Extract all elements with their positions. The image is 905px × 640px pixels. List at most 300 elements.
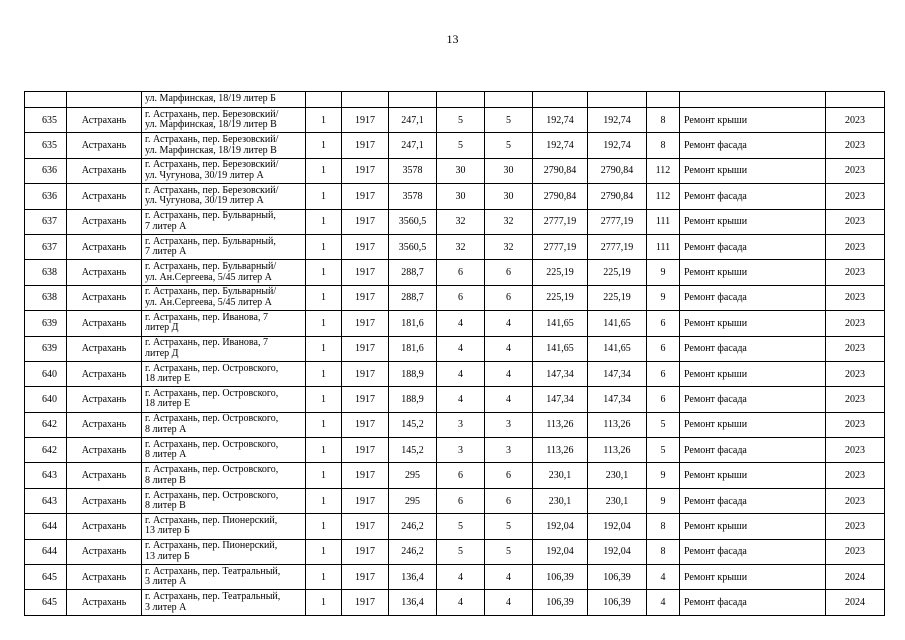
city-cell: Астрахань [67, 158, 142, 183]
plan-year-cell: 2023 [826, 438, 885, 463]
table-row [25, 514, 885, 539]
floors-cell: 1 [306, 336, 342, 361]
table-cell [647, 92, 680, 108]
year-cell: 1917 [342, 234, 389, 259]
value-cell: 4 [485, 565, 533, 590]
city-cell: Астрахань [67, 387, 142, 412]
address-line: г. Астрахань, пер. Островского, [145, 362, 279, 374]
plan-year-cell: 2023 [826, 336, 885, 361]
city-cell: Астрахань [67, 209, 142, 234]
row-number-cell: 640 [25, 387, 67, 412]
table-row [25, 336, 885, 361]
work-type-cell: Ремонт крыши [680, 361, 826, 386]
plan-year-cell: 2023 [826, 260, 885, 285]
value-cell: 230,1 [533, 463, 588, 488]
value-cell: 3 [437, 412, 485, 437]
work-type-cell: Ремонт фасада [680, 234, 826, 259]
row-number-cell: 637 [25, 234, 67, 259]
value-cell: 2790,84 [533, 184, 588, 209]
value-cell: 30 [485, 184, 533, 209]
table-row [25, 108, 885, 133]
row-number-cell: 639 [25, 311, 67, 336]
plan-year-cell: 2023 [826, 539, 885, 564]
value-cell: 230,1 [533, 488, 588, 513]
value-cell: 5 [647, 412, 680, 437]
row-number-cell: 645 [25, 590, 67, 615]
address-line: 7 литер А [145, 246, 187, 258]
value-cell: 6 [437, 463, 485, 488]
floors-cell: 1 [306, 539, 342, 564]
value-cell: 141,65 [533, 311, 588, 336]
value-cell: 147,34 [588, 361, 647, 386]
city-cell: Астрахань [67, 361, 142, 386]
address-line: 8 литер В [145, 500, 186, 512]
city-cell: Астрахань [67, 565, 142, 590]
value-cell: 5 [485, 514, 533, 539]
table-cell [306, 92, 342, 108]
table-row [25, 260, 885, 285]
value-cell: 141,65 [588, 311, 647, 336]
year-cell: 1917 [342, 184, 389, 209]
floors-cell: 1 [306, 488, 342, 513]
area-cell: 3560,5 [389, 209, 437, 234]
table-row [25, 387, 885, 412]
value-cell: 106,39 [588, 565, 647, 590]
work-type-cell: Ремонт крыши [680, 108, 826, 133]
value-cell: 3 [485, 438, 533, 463]
floors-cell: 1 [306, 387, 342, 412]
floors-cell: 1 [306, 361, 342, 386]
area-cell: 188,9 [389, 361, 437, 386]
address-line: ул. Ан.Сергеева, 5/45 литер А [145, 296, 272, 308]
address-cell [142, 234, 306, 259]
year-cell: 1917 [342, 361, 389, 386]
value-cell: 30 [437, 184, 485, 209]
value-cell: 106,39 [588, 590, 647, 615]
value-cell: 5 [437, 539, 485, 564]
value-cell: 32 [485, 234, 533, 259]
table-cell [485, 92, 533, 108]
year-cell: 1917 [342, 412, 389, 437]
floors-cell: 1 [306, 184, 342, 209]
address-line: 18 литер Е [145, 398, 191, 410]
work-type-cell: Ремонт крыши [680, 260, 826, 285]
row-number-cell: 643 [25, 488, 67, 513]
value-cell: 192,04 [533, 539, 588, 564]
value-cell: 8 [647, 133, 680, 158]
year-cell: 1917 [342, 108, 389, 133]
address-line: г. Астрахань, пер. Островского, [145, 387, 279, 399]
address-line: г. Астрахань, пер. Бульварный/ [145, 261, 277, 273]
value-cell: 4 [437, 565, 485, 590]
value-cell: 4 [485, 590, 533, 615]
address-line: г. Астрахань, пер. Березовский/ [145, 159, 279, 171]
value-cell: 4 [437, 590, 485, 615]
area-cell: 288,7 [389, 260, 437, 285]
address-line: литер Д [145, 322, 179, 334]
value-cell: 5 [437, 108, 485, 133]
year-cell: 1917 [342, 133, 389, 158]
value-cell: 2777,19 [533, 209, 588, 234]
floors-cell: 1 [306, 412, 342, 437]
address-cell [142, 133, 306, 158]
year-cell: 1917 [342, 463, 389, 488]
row-number-cell: 638 [25, 285, 67, 310]
address-line: 13 литер Б [145, 550, 190, 562]
value-cell: 9 [647, 488, 680, 513]
table-row [25, 463, 885, 488]
row-number-cell: 636 [25, 184, 67, 209]
value-cell: 4 [485, 387, 533, 412]
city-cell: Астрахань [67, 260, 142, 285]
plan-year-cell: 2023 [826, 234, 885, 259]
row-number-cell: 645 [25, 565, 67, 590]
value-cell: 147,34 [533, 387, 588, 412]
work-type-cell: Ремонт фасада [680, 133, 826, 158]
table-cell [25, 92, 67, 108]
city-cell: Астрахань [67, 336, 142, 361]
plan-year-cell: 2023 [826, 514, 885, 539]
floors-cell: 1 [306, 590, 342, 615]
address-cell [142, 539, 306, 564]
table-cell [389, 92, 437, 108]
address-line: г. Астрахань, пер. Березовский/ [145, 184, 279, 196]
row-number-cell: 642 [25, 412, 67, 437]
city-cell: Астрахань [67, 590, 142, 615]
city-cell: Астрахань [67, 488, 142, 513]
work-type-cell: Ремонт фасада [680, 438, 826, 463]
value-cell: 4 [485, 311, 533, 336]
address-line: г. Астрахань, пер. Островского, [145, 489, 279, 501]
value-cell: 2790,84 [588, 158, 647, 183]
table-cell [826, 92, 885, 108]
city-cell: Астрахань [67, 514, 142, 539]
address-line: г. Астрахань, пер. Островского, [145, 438, 279, 450]
value-cell: 111 [647, 209, 680, 234]
table-row [25, 412, 885, 437]
value-cell: 4 [437, 387, 485, 412]
table-row [25, 234, 885, 259]
value-cell: 106,39 [533, 565, 588, 590]
area-cell: 136,4 [389, 565, 437, 590]
value-cell: 5 [437, 133, 485, 158]
table-row [25, 539, 885, 564]
address-cell [142, 514, 306, 539]
city-cell: Астрахань [67, 438, 142, 463]
address-cell [142, 285, 306, 310]
value-cell: 113,26 [588, 412, 647, 437]
plan-year-cell: 2023 [826, 412, 885, 437]
area-cell: 3578 [389, 184, 437, 209]
value-cell: 2790,84 [588, 184, 647, 209]
value-cell: 225,19 [533, 260, 588, 285]
value-cell: 192,74 [588, 133, 647, 158]
address-line: г. Астрахань, пер. Бульварный, [145, 210, 276, 222]
address-line: ул. Марфинская, 18/19 литер В [145, 119, 277, 131]
city-cell: Астрахань [67, 311, 142, 336]
value-cell: 113,26 [533, 412, 588, 437]
value-cell: 30 [437, 158, 485, 183]
address-line: 8 литер А [145, 423, 187, 435]
row-number-cell: 639 [25, 336, 67, 361]
value-cell: 192,74 [533, 108, 588, 133]
address-line: 7 литер А [145, 220, 187, 232]
value-cell: 225,19 [588, 260, 647, 285]
floors-cell: 1 [306, 260, 342, 285]
work-type-cell: Ремонт фасада [680, 590, 826, 615]
table-row [25, 92, 885, 108]
floors-cell: 1 [306, 565, 342, 590]
plan-year-cell: 2023 [826, 133, 885, 158]
area-cell: 247,1 [389, 108, 437, 133]
value-cell: 6 [485, 463, 533, 488]
table-cell [67, 92, 142, 108]
row-number-cell: 644 [25, 539, 67, 564]
address-cell [142, 412, 306, 437]
value-cell: 2777,19 [588, 209, 647, 234]
value-cell: 3 [485, 412, 533, 437]
floors-cell: 1 [306, 108, 342, 133]
table-row [25, 488, 885, 513]
floors-cell: 1 [306, 438, 342, 463]
city-cell: Астрахань [67, 108, 142, 133]
address-line: г. Астрахань, пер. Бульварный, [145, 235, 276, 247]
value-cell: 32 [485, 209, 533, 234]
value-cell: 9 [647, 285, 680, 310]
value-cell: 113,26 [588, 438, 647, 463]
table-row [25, 565, 885, 590]
address-line: г. Астрахань, пер. Пионерский, [145, 540, 278, 552]
value-cell: 113,26 [533, 438, 588, 463]
work-type-cell: Ремонт крыши [680, 311, 826, 336]
address-line: 13 литер Б [145, 525, 190, 537]
value-cell: 4 [437, 361, 485, 386]
row-number-cell: 635 [25, 133, 67, 158]
value-cell: 192,74 [588, 108, 647, 133]
address-line: 8 литер В [145, 474, 186, 486]
table-row [25, 158, 885, 183]
value-cell: 192,04 [588, 539, 647, 564]
address-line: 18 литер Е [145, 373, 191, 385]
value-cell: 4 [485, 336, 533, 361]
year-cell: 1917 [342, 209, 389, 234]
table-cell [437, 92, 485, 108]
row-number-cell: 638 [25, 260, 67, 285]
area-cell: 145,2 [389, 438, 437, 463]
value-cell: 5 [647, 438, 680, 463]
value-cell: 4 [647, 565, 680, 590]
address-cell [142, 361, 306, 386]
address-line: г. Астрахань, пер. Пионерский, [145, 514, 278, 526]
year-cell: 1917 [342, 488, 389, 513]
work-type-cell: Ремонт крыши [680, 158, 826, 183]
floors-cell: 1 [306, 209, 342, 234]
address-cell [142, 463, 306, 488]
plan-year-cell: 2024 [826, 565, 885, 590]
table-row [25, 590, 885, 615]
work-type-cell: Ремонт фасада [680, 184, 826, 209]
address-cell [142, 590, 306, 615]
value-cell: 6 [437, 488, 485, 513]
plan-year-cell: 2023 [826, 311, 885, 336]
value-cell: 111 [647, 234, 680, 259]
address-cell [142, 108, 306, 133]
value-cell: 8 [647, 539, 680, 564]
value-cell: 6 [647, 336, 680, 361]
address-cell [142, 260, 306, 285]
value-cell: 192,04 [533, 514, 588, 539]
value-cell: 30 [485, 158, 533, 183]
value-cell: 4 [485, 361, 533, 386]
plan-year-cell: 2023 [826, 158, 885, 183]
year-cell: 1917 [342, 539, 389, 564]
floors-cell: 1 [306, 133, 342, 158]
city-cell: Астрахань [67, 463, 142, 488]
row-number-cell: 644 [25, 514, 67, 539]
address-line: ул. Чугунова, 30/19 литер А [145, 195, 264, 207]
value-cell: 147,34 [533, 361, 588, 386]
value-cell: 2777,19 [533, 234, 588, 259]
row-number-cell: 635 [25, 108, 67, 133]
value-cell: 9 [647, 463, 680, 488]
value-cell: 6 [485, 285, 533, 310]
area-cell: 188,9 [389, 387, 437, 412]
table-cell [342, 92, 389, 108]
table-row [25, 209, 885, 234]
city-cell: Астрахань [67, 184, 142, 209]
value-cell: 6 [437, 285, 485, 310]
area-cell: 3560,5 [389, 234, 437, 259]
table-cell [588, 92, 647, 108]
value-cell: 2790,84 [533, 158, 588, 183]
area-cell: 295 [389, 463, 437, 488]
value-cell: 5 [437, 514, 485, 539]
row-number-cell: 640 [25, 361, 67, 386]
address-line: 3 литер А [145, 601, 187, 613]
value-cell: 2777,19 [588, 234, 647, 259]
address-line: 8 литер А [145, 449, 187, 461]
year-cell: 1917 [342, 260, 389, 285]
area-cell: 181,6 [389, 336, 437, 361]
area-cell: 247,1 [389, 133, 437, 158]
table-row [25, 361, 885, 386]
floors-cell: 1 [306, 234, 342, 259]
page-number: 13 [446, 32, 459, 46]
address-line: г. Астрахань, пер. Бульварный/ [145, 286, 277, 298]
address-cell [142, 158, 306, 183]
area-cell: 145,2 [389, 412, 437, 437]
value-cell: 6 [437, 260, 485, 285]
address-line: ул. Ан.Сергеева, 5/45 литер А [145, 271, 272, 283]
work-type-cell: Ремонт фасада [680, 387, 826, 412]
value-cell: 6 [485, 488, 533, 513]
table-cell [680, 92, 826, 108]
plan-year-cell: 2023 [826, 209, 885, 234]
table-cell [533, 92, 588, 108]
plan-year-cell: 2023 [826, 108, 885, 133]
area-cell: 181,6 [389, 311, 437, 336]
area-cell: 136,4 [389, 590, 437, 615]
area-cell: 288,7 [389, 285, 437, 310]
table-row [25, 285, 885, 310]
address-cell [142, 438, 306, 463]
value-cell: 141,65 [533, 336, 588, 361]
work-type-cell: Ремонт крыши [680, 565, 826, 590]
value-cell: 32 [437, 209, 485, 234]
address-line: г. Астрахань, пер. Иванова, 7 [145, 311, 268, 323]
value-cell: 112 [647, 158, 680, 183]
plan-year-cell: 2023 [826, 463, 885, 488]
value-cell: 230,1 [588, 488, 647, 513]
work-type-cell: Ремонт крыши [680, 514, 826, 539]
address-line: г. Астрахань, пер. Островского, [145, 464, 279, 476]
value-cell: 141,65 [588, 336, 647, 361]
city-cell: Астрахань [67, 234, 142, 259]
work-type-cell: Ремонт крыши [680, 463, 826, 488]
value-cell: 106,39 [533, 590, 588, 615]
value-cell: 192,74 [533, 133, 588, 158]
floors-cell: 1 [306, 463, 342, 488]
value-cell: 6 [647, 387, 680, 412]
plan-year-cell: 2023 [826, 387, 885, 412]
plan-year-cell: 2023 [826, 184, 885, 209]
year-cell: 1917 [342, 336, 389, 361]
address-line: г. Астрахань, пер. Березовский/ [145, 108, 279, 120]
floors-cell: 1 [306, 311, 342, 336]
year-cell: 1917 [342, 565, 389, 590]
work-type-cell: Ремонт крыши [680, 412, 826, 437]
address-cell [142, 387, 306, 412]
area-cell: 3578 [389, 158, 437, 183]
city-cell: Астрахань [67, 412, 142, 437]
work-type-cell: Ремонт фасада [680, 336, 826, 361]
work-type-cell: Ремонт фасада [680, 488, 826, 513]
year-cell: 1917 [342, 387, 389, 412]
work-type-cell: Ремонт фасада [680, 285, 826, 310]
value-cell: 112 [647, 184, 680, 209]
row-number-cell: 642 [25, 438, 67, 463]
work-type-cell: Ремонт крыши [680, 209, 826, 234]
housing-repair-table [24, 91, 885, 616]
address-line: г. Астрахань, пер. Березовский/ [145, 134, 279, 146]
value-cell: 3 [437, 438, 485, 463]
value-cell: 8 [647, 514, 680, 539]
row-number-cell: 637 [25, 209, 67, 234]
value-cell: 6 [485, 260, 533, 285]
address-cell [142, 565, 306, 590]
floors-cell: 1 [306, 285, 342, 310]
area-cell: 246,2 [389, 514, 437, 539]
address-line: 3 литер А [145, 576, 187, 588]
city-cell: Астрахань [67, 133, 142, 158]
value-cell: 32 [437, 234, 485, 259]
value-cell: 4 [647, 590, 680, 615]
plan-year-cell: 2023 [826, 361, 885, 386]
table-row [25, 438, 885, 463]
value-cell: 230,1 [588, 463, 647, 488]
address-cell [142, 336, 306, 361]
value-cell: 5 [485, 108, 533, 133]
value-cell: 192,04 [588, 514, 647, 539]
value-cell: 225,19 [588, 285, 647, 310]
address-cell [142, 311, 306, 336]
area-cell: 295 [389, 488, 437, 513]
address-line: ул. Чугунова, 30/19 литер А [145, 169, 264, 181]
year-cell: 1917 [342, 438, 389, 463]
year-cell: 1917 [342, 311, 389, 336]
address-line: ул. Марфинская, 18/19 литер В [145, 144, 277, 156]
value-cell: 8 [647, 108, 680, 133]
